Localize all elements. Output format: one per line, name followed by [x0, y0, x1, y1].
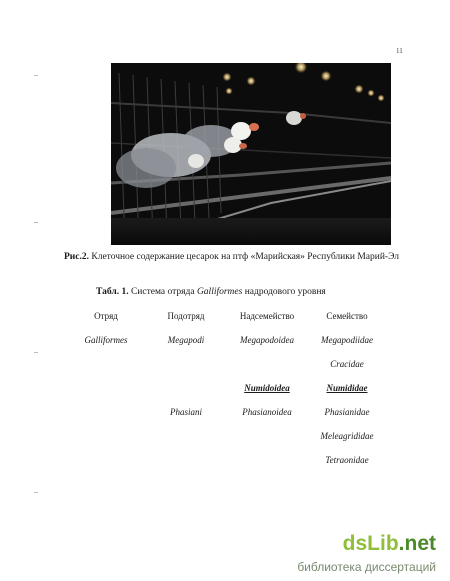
scan-mark: [34, 352, 38, 353]
scan-mark: [34, 75, 38, 76]
table-title-italic: Galliformes: [196, 287, 243, 297]
table-title-after: надродового уровня: [242, 287, 326, 297]
page-number: 11: [396, 47, 403, 55]
header-family: Семейство: [326, 311, 368, 321]
watermark-ds: ds: [342, 532, 368, 555]
cell-superfamily: Megapodoidea: [240, 335, 294, 345]
cell-suborder: Phasiani: [169, 407, 203, 417]
scan-mark: [34, 492, 38, 493]
watermark-subtitle: библиотека диссертаций: [297, 560, 436, 574]
cell-family: Meleagrididae: [320, 431, 374, 441]
cell-family: Megapodiidae: [321, 335, 373, 345]
watermark-net: .net: [398, 532, 436, 555]
watermark-lib: Lib: [367, 532, 399, 555]
cell-order: Galliformes: [84, 335, 128, 345]
table-title: [96, 287, 326, 297]
cell-family: Phasianidae: [324, 407, 370, 417]
header-suborder: Подотряд: [167, 311, 205, 321]
watermark-logo: [258, 532, 448, 578]
cell-family-highlight: Numididae: [326, 383, 368, 393]
header-superfamily: Надсемейство: [239, 311, 295, 321]
cell-suborder: Megapodi: [167, 335, 205, 345]
header-order: Отряд: [94, 311, 118, 321]
figure-caption: [64, 249, 404, 266]
cell-superfamily-highlight: Numidoidea: [244, 383, 290, 393]
scan-mark: [34, 222, 38, 223]
figure-caption-text: Клеточное содержание цесарок на птф «Марийская» Республики Марий-Эл: [89, 252, 399, 262]
table-label: Табл. 1.: [96, 287, 129, 297]
figure-label: Рис.2.: [64, 252, 89, 262]
cell-family: Tetraonidae: [325, 455, 369, 465]
figure-photo: [111, 63, 391, 245]
cell-superfamily: Phasianoidea: [242, 407, 292, 417]
table-title-before: Система отряда: [128, 287, 197, 297]
cell-family: Cracidae: [330, 359, 364, 369]
